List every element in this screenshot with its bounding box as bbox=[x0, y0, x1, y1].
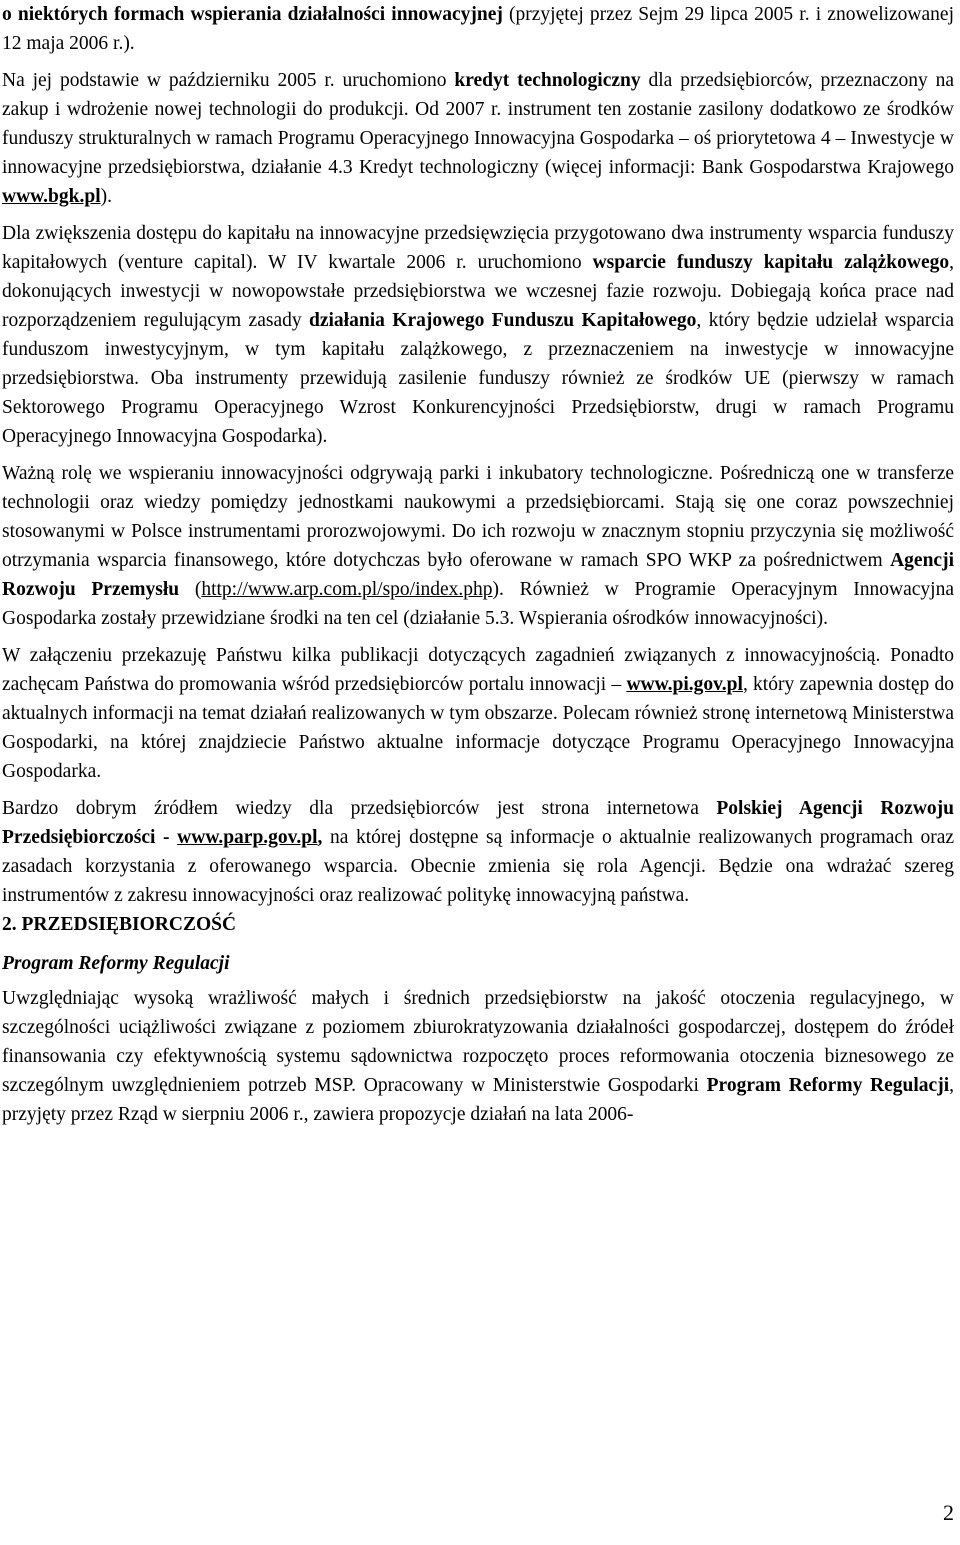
technology-credit-term: kredyt technologiczny bbox=[454, 70, 641, 91]
text-segment: , który zapewnia dostęp do aktualnych informacji na temat działań realizowanych w tym obszarze. Polecam również stronę internetową Ministerstwa Gospodarki, na której znajdziecie Państwo aktualne informacje dotyczące Programu Operacyjnego Innowacyjna Gospodarka. bbox=[2, 674, 954, 782]
text-segment: na której dostępne są informacje o aktualnie realizowanych programach oraz zasadach korzystania z oferowanego wsparcia. Obecnie zmienia się rola Agencji. Będzie ona wdrażać szereg instrumentów z zakresu innowacyjności oraz realizować politykę innowacyjną państwa. bbox=[2, 827, 955, 906]
text-segment: Na jej podstawie w październiku 2005 r. uruchomiono bbox=[2, 70, 455, 91]
text-segment: , przyjęty przez Rząd w sierpniu 2006 r., zawiera propozycje działań na lata 2006- bbox=[2, 1075, 954, 1125]
paragraph-regulation-reform bbox=[2, 984, 954, 1129]
text-segment: , bbox=[317, 827, 323, 848]
text-segment: Uwzględniając wysoką wrażliwość małych i średnich przedsiębiorstw na jakość otoczenia regulacyjnego, w szczególności uciążliwości związane z poziomem zbiurokratyzowania działalności gospodarczej, dostępem do źródeł finansowania czy efektywnością systemu sądownictwa rozpoczęto proces reformowania otoczenia biznesowego ze szczególnym uwzględnieniem potrzeb MSP. Opracowany w Ministerstwie Gospodarki bbox=[2, 988, 954, 1096]
page-number: 2 bbox=[943, 1500, 954, 1525]
text-segment: , dokonujących inwestycji w nowopowstałe przedsiębiorstwa we wczesnej fazie rozwoju. Dobiegają końca prace nad rozporządzeniem regulującym zasady bbox=[2, 252, 955, 331]
paragraph-parp bbox=[2, 794, 954, 910]
parp-link[interactable]: www.parp.gov.pl bbox=[177, 827, 318, 848]
act-title-text: o niektórych formach wspierania działalności innowacyjnej bbox=[2, 4, 503, 25]
text-segment: ). Również w Programie Operacyjnym Innowacyjna Gospodarka zostały przewidziane środki na ten cel (działanie 5.3. Wspierania ośrodków innowacyjności). bbox=[2, 579, 954, 629]
text-segment: dla przedsiębiorców, przeznaczony na zakup i wdrożenie nowej technologii do produkcji. Od 2007 r. instrument ten zostanie zasilony dodatkowo ze środków funduszy strukturalnych w ramach Programu Operacyjnego Innowacyjna Gospodarka – oś priorytetowa 4 – Inwestycje w innowacyjne przedsiębiorstwa, działanie 4.3 Kredyt technologiczny (więcej informacji: Bank Gospodarstwa Krajowego bbox=[2, 70, 954, 178]
act-dates-text: (przyjętej przez Sejm 29 lipca 2005 r. i znowelizowanej 12 maja 2006 r.). bbox=[2, 4, 954, 54]
text-segment: Dla zwiększenia dostępu do kapitału na innowacyjne przedsięwzięcia przygotowano dwa instrumenty wsparcia funduszy kapitałowych (venture capital). W IV kwartale 2006 r. uruchomiono bbox=[2, 223, 954, 273]
bgk-link[interactable]: www.bgk.pl bbox=[2, 186, 101, 207]
text-segment: ( bbox=[179, 579, 202, 600]
text-segment: , który będzie udzielał wsparcia funduszom inwestycyjnym, w tym kapitału zalążkowego, z przeznaczeniem na inwestycje w innowacyjne przedsiębiorstwa. Oba instrumenty przewidują zasilenie funduszy również ze środków UE (pierwszy w ramach Sektorowego Programu Operacyjnego Wzrost Konkurencyjności Przedsiębiorstw, drugi w ramach Programu Operacyjnego Innowacyjna Gospodarka). bbox=[2, 310, 954, 447]
arp-agency-term: Agencji Rozwoju Przemysłu bbox=[2, 550, 954, 600]
text-segment: Bardzo dobrym źródłem wiedzy dla przedsiębiorców jest strona internetowa bbox=[2, 798, 717, 819]
text-segment: ). bbox=[100, 186, 112, 207]
seed-capital-term: wsparcie funduszy kapitału zalążkowego bbox=[592, 252, 950, 273]
arp-link[interactable]: http://www.arp.com.pl/spo/index.php bbox=[201, 579, 493, 600]
paragraph-technology-credit bbox=[2, 66, 954, 211]
text-segment: W załączeniu przekazuję Państwu kilka publikacji dotyczących zagadnień związanych z innowacyjnością. Ponadto zachęcam Państwa do promowania wśród przedsiębiorców portalu innowacji – bbox=[2, 645, 954, 695]
regulation-program-term: Program Reformy Regulacji bbox=[706, 1075, 950, 1096]
section-heading: 2. PRZEDSIĘBIORCZOŚĆ bbox=[2, 914, 237, 935]
pi-gov-link[interactable]: www.pi.gov.pl bbox=[626, 674, 743, 695]
parp-agency-term: Polskiej Agencji Rozwoju Przedsiębiorczości - bbox=[2, 798, 955, 848]
text-segment: Ważną rolę we wspieraniu innowacyjności odgrywają parki i inkubatory technologiczne. Pośredniczą one w transferze technologii oraz wiedzy pomiędzy jednostkami naukowymi a przedsiębiorcami. Stają się one coraz powszechniej stosowanymi w Polsce instrumentami prorozwojowymi. Do ich rozwoju w znacznym stopniu przyczynia się możliwość otrzymania wsparcia finansowego, które dotychczas było oferowane w ramach SPO WKP za pośrednictwem bbox=[2, 463, 954, 571]
paragraph-act-reference bbox=[2, 0, 954, 58]
subsection-heading: Program Reformy Regulacji bbox=[2, 953, 230, 974]
paragraph-venture-capital bbox=[2, 219, 954, 451]
national-capital-fund-term: działania Krajowego Funduszu Kapitałowego bbox=[309, 310, 697, 331]
paragraph-publications bbox=[2, 641, 954, 786]
paragraph-technology-parks bbox=[2, 459, 954, 633]
